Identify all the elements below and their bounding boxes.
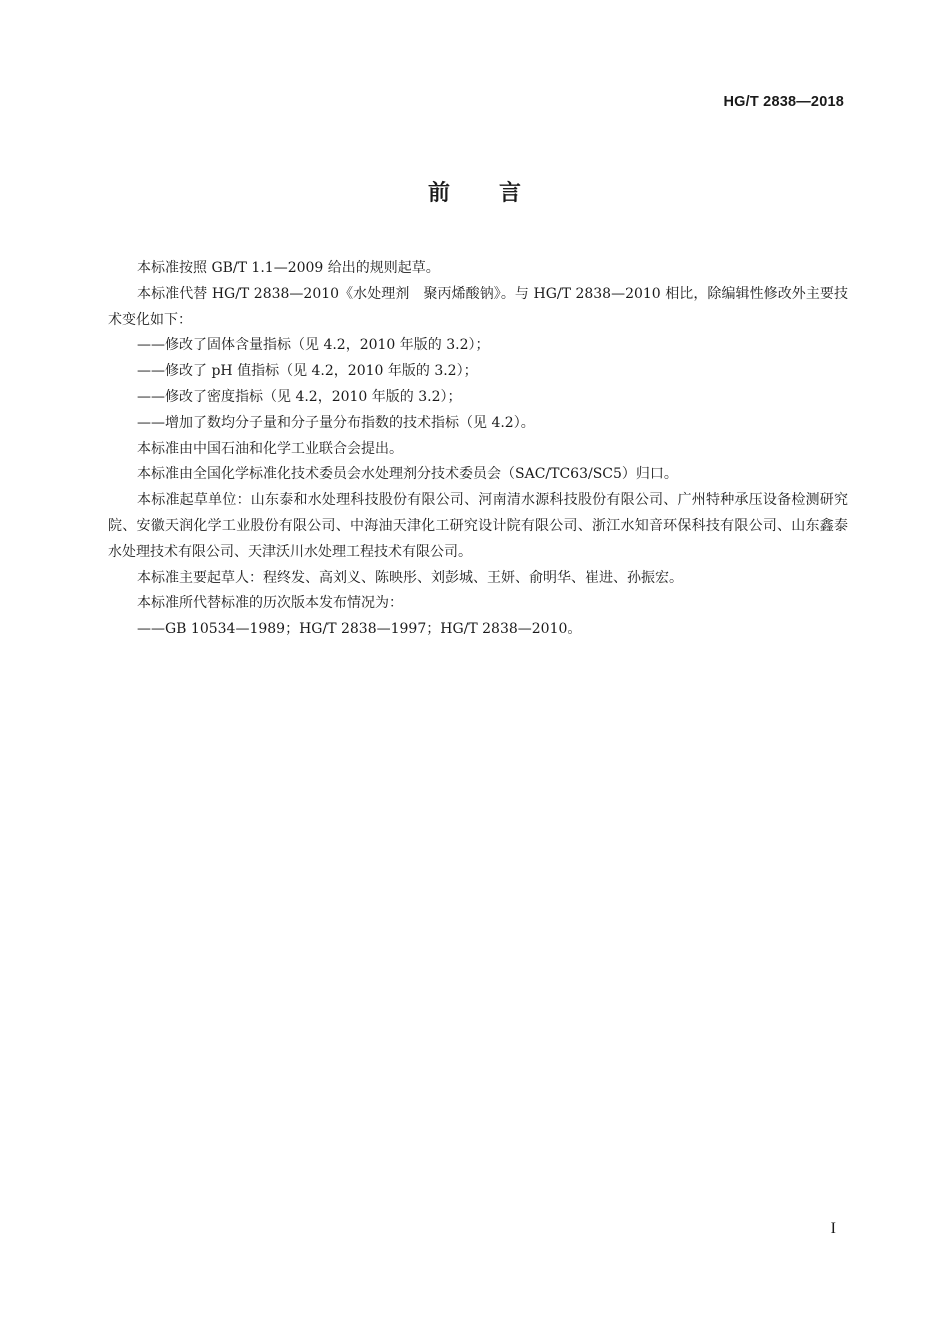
- title-part-1: 前: [427, 181, 451, 206]
- foreword-body: [108, 256, 848, 643]
- paragraph-committee: 本标准由全国化学标准化技术委员会水处理剂分技术委员会（SAC/TC63/SC5）归口。: [137, 466, 678, 483]
- paragraph-history-list: ——GB 10534—1989；HG/T 2838—1997；HG/T 2838—2010。: [137, 621, 582, 638]
- paragraph-replacement: 本标准代替 HG/T 2838—2010《水处理剂 聚丙烯酸钠》。与 HG/T 2838—2010 相比，除编辑性修改外主要技术变化如下：: [108, 285, 848, 328]
- change-item-ph: ——修改了 pH 值指标（见 4.2，2010 年版的 3.2）；: [137, 363, 478, 380]
- paragraph-drafting-units: 本标准起草单位：山东泰和水处理科技股份有限公司、河南清水源科技股份有限公司、广州特种承压设备检测研究院、安徽天润化学工业股份有限公司、中海油天津化工研究设计院有限公司、浙江水知音环保科技有限公司、山东鑫泰水处理技术有限公司、天津沃川水处理工程技术有限公司。: [108, 492, 848, 560]
- change-item-density: ——修改了密度指标（见 4.2，2010 年版的 3.2）；: [137, 388, 462, 405]
- page-number: I: [830, 1220, 836, 1237]
- paragraph-proposer: 本标准由中国石油和化学工业联合会提出。: [137, 440, 403, 457]
- paragraph-drafters: 本标准主要起草人：程终发、高刘义、陈映彤、刘彭城、王妍、俞明华、崔进、孙振宏。: [137, 569, 683, 586]
- page-title: [0, 176, 950, 207]
- paragraph-drafting-rules: 本标准按照 GB/T 1.1—2009 给出的规则起草。: [137, 260, 440, 276]
- paragraph-history-intro: 本标准所代替标准的历次版本发布情况为：: [137, 595, 403, 612]
- title-part-2: 言: [499, 181, 523, 206]
- change-item-solid-content: ——修改了固体含量指标（见 4.2，2010 年版的 3.2）；: [137, 337, 490, 354]
- standard-code: HG/T 2838—2018: [723, 94, 844, 110]
- change-item-molecular-weight: ——增加了数均分子量和分子量分布指数的技术指标（见 4.2）。: [137, 414, 535, 431]
